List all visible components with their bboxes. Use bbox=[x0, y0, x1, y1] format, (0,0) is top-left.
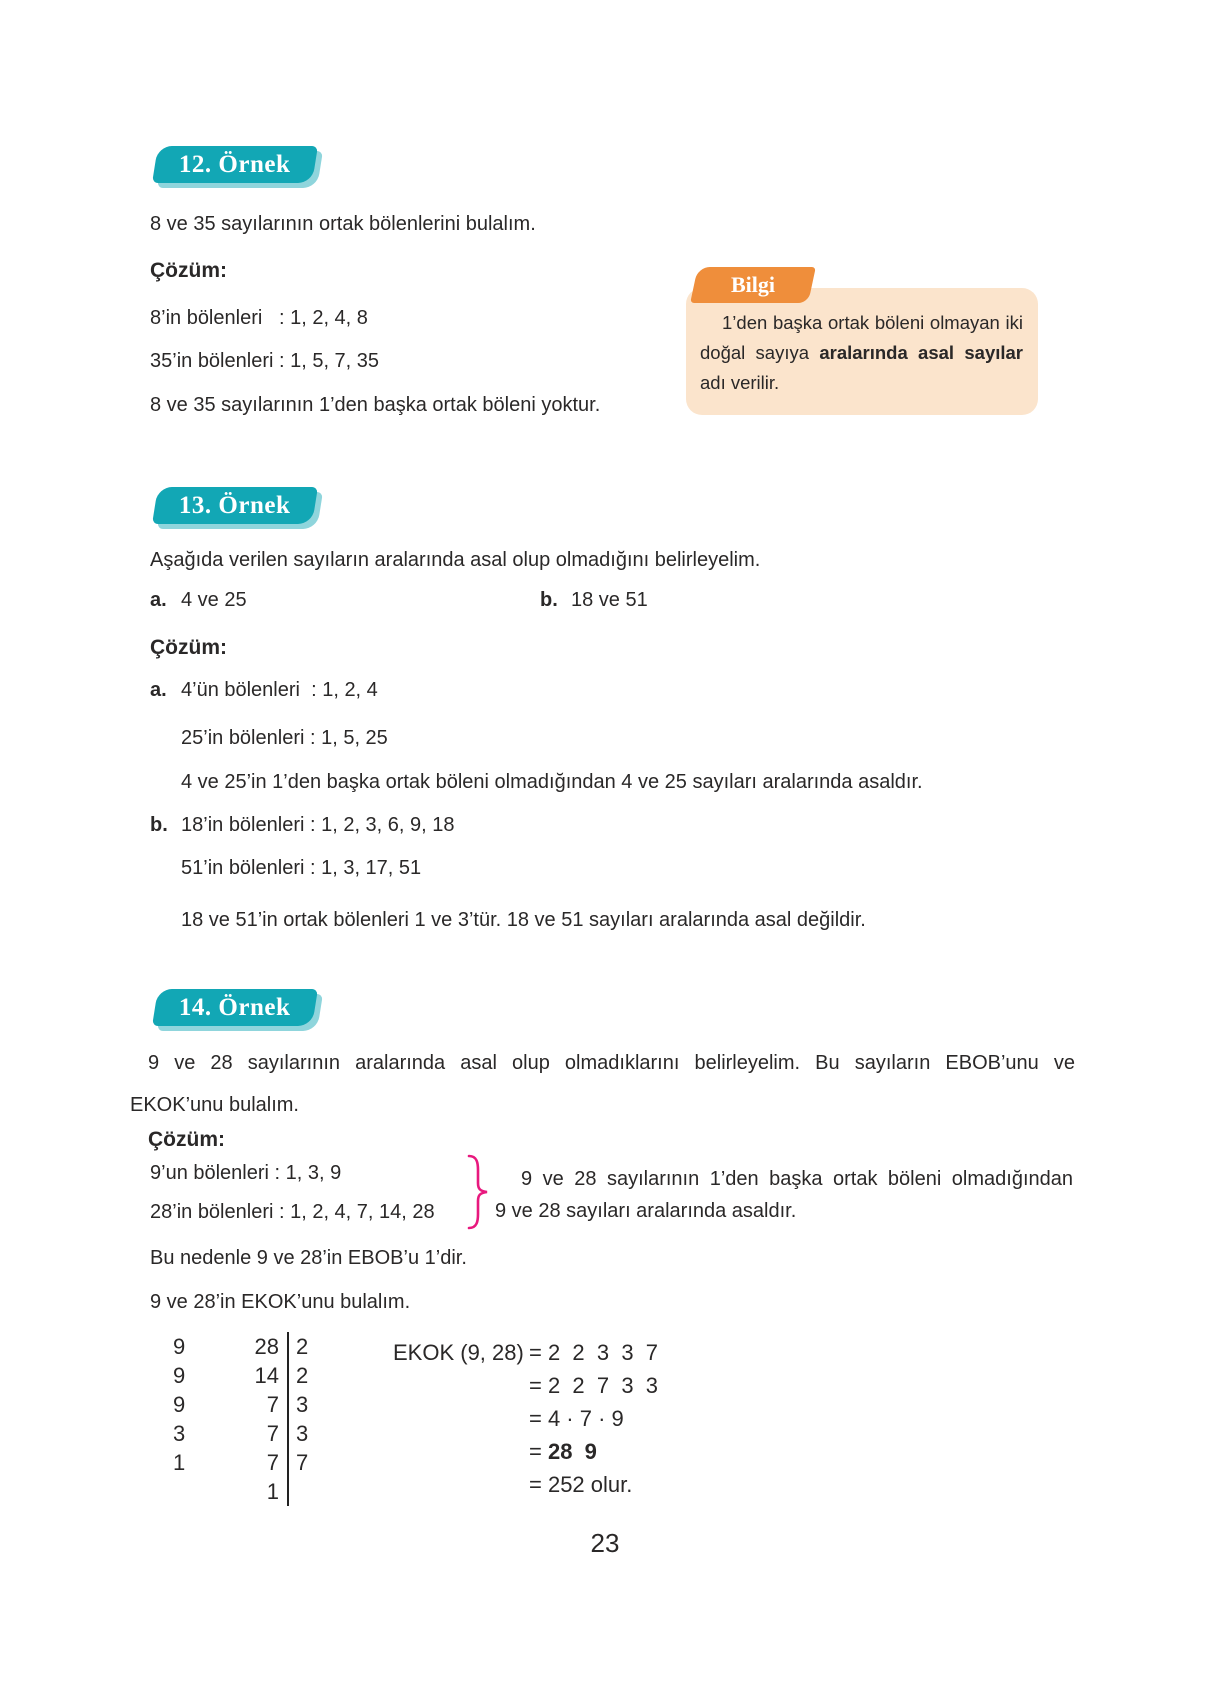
badge-face bbox=[152, 487, 318, 524]
calc-bold-result: 28 9 bbox=[547, 1439, 597, 1464]
calc-line-2: = 2 2 7 3 3 bbox=[529, 1373, 659, 1398]
table-row bbox=[173, 1332, 336, 1361]
ornek-12-divisors-35: 35’in bölenleri : 1, 5, 7, 35 bbox=[150, 350, 380, 372]
ornek-14-note-line1: 9 ve 28 sayılarının 1’den başka ortak böleni olmadığından bbox=[521, 1168, 1073, 1190]
ornek-13-b-divisors-18 bbox=[150, 813, 455, 837]
table-cell: 14 bbox=[254, 1363, 279, 1388]
ornek-13-badge bbox=[155, 487, 315, 524]
ornek-13-prompt: Aşağıda verilen sayıların aralarında asal olup olmadığını belirleyelim. bbox=[150, 549, 761, 571]
ornek-12-badge bbox=[155, 146, 315, 183]
ornek-13-a-conclusion: 4 ve 25’in 1’den başka ortak böleni olmadığından 4 ve 25 sayıları aralarında asaldır. bbox=[181, 771, 923, 793]
table-cell: 2 bbox=[287, 1361, 336, 1390]
table-cell bbox=[173, 1477, 237, 1506]
bilgi-body bbox=[686, 288, 1038, 415]
ornek-13-a-divisors-25: 25’in bölenleri : 1, 5, 25 bbox=[181, 727, 388, 749]
table-cell: 1 bbox=[173, 1450, 186, 1475]
calc-line-5: = 252 olur. bbox=[529, 1472, 633, 1497]
ornek-14-ebob-line: Bu nedenle 9 ve 28’in EBOB’u 1’dir. bbox=[150, 1247, 467, 1269]
table-cell: 7 bbox=[266, 1392, 279, 1417]
table-cell: 3 bbox=[287, 1390, 336, 1419]
ornek-14-cozum-label: Çözüm: bbox=[148, 1128, 225, 1151]
ornek-13-item-b bbox=[540, 588, 648, 612]
ornek-14-note bbox=[495, 1163, 1073, 1227]
bilgi-tab bbox=[690, 267, 816, 303]
bilgi-text-line1: 1’den başka ortak böleni olmayan iki bbox=[722, 312, 1023, 333]
ornek-12-conclusion: 8 ve 35 sayılarının 1’den başka ortak böleni yoktur. bbox=[150, 394, 601, 416]
ornek-12-cozum-label: Çözüm: bbox=[150, 259, 227, 282]
item-b-label: b. bbox=[540, 589, 558, 611]
item-b-text: 18 ve 51 bbox=[571, 589, 648, 611]
item-a-label: a. bbox=[150, 589, 167, 611]
badge-face bbox=[152, 989, 318, 1026]
table-cell: 1 bbox=[266, 1479, 279, 1504]
bilgi-text-line2 bbox=[700, 338, 1023, 368]
bilgi-text-normal: doğal sayıya bbox=[700, 342, 820, 363]
table-cell: 9 bbox=[173, 1392, 186, 1417]
ornek-13-cozum-label: Çözüm: bbox=[150, 636, 227, 659]
table-row bbox=[173, 1361, 336, 1390]
ornek-13-item-a bbox=[150, 588, 247, 612]
table-row bbox=[173, 1390, 336, 1419]
bilgi-text-bold: aralarında asal sayılar bbox=[819, 342, 1023, 363]
table-cell: 9 bbox=[173, 1334, 186, 1359]
ornek-13-a-divisors-4 bbox=[150, 678, 378, 702]
table-cell: 3 bbox=[173, 1421, 186, 1446]
bilgi-text-line3: adı verilir. bbox=[700, 372, 780, 393]
table-cell: 28 bbox=[254, 1334, 279, 1359]
bilgi-box bbox=[686, 267, 1038, 417]
ekok-division-table bbox=[173, 1332, 336, 1506]
table-cell: 9 bbox=[173, 1363, 186, 1388]
item-a-text: 4 ve 25 bbox=[181, 589, 247, 611]
calc-line-1 bbox=[393, 1336, 658, 1369]
ornek-13-b-divisors-51: 51’in bölenleri : 1, 3, 17, 51 bbox=[181, 857, 422, 879]
ornek-13-badge-label: 13. Örnek bbox=[179, 491, 291, 519]
calc-eq: = bbox=[529, 1439, 548, 1464]
solution-a-line1: 4’ün bölenleri : 1, 2, 4 bbox=[181, 679, 378, 701]
ornek-12-badge-label: 12. Örnek bbox=[179, 150, 291, 178]
ornek-14-prompt-line1: 9 ve 28 sayılarının aralarında asal olup olmadıklarını belirleyelim. Bu sayıların EBOB’unu ve bbox=[148, 1052, 1075, 1074]
table-cell bbox=[287, 1477, 336, 1506]
table-row bbox=[173, 1477, 336, 1506]
ornek-14-badge-label: 14. Örnek bbox=[179, 993, 291, 1021]
ekok-calculation bbox=[393, 1336, 658, 1501]
table-row bbox=[173, 1419, 336, 1448]
table-row bbox=[173, 1448, 336, 1477]
table-cell: 7 bbox=[266, 1421, 279, 1446]
calc-rhs: = 2 2 3 3 7 bbox=[529, 1340, 659, 1365]
ornek-14-divisors-9: 9’un bölenleri : 1, 3, 9 bbox=[150, 1162, 342, 1184]
bilgi-tab-label: Bilgi bbox=[730, 272, 775, 297]
solution-b-line1: 18’in bölenleri : 1, 2, 3, 6, 9, 18 bbox=[181, 814, 455, 836]
ornek-14-badge bbox=[155, 989, 315, 1026]
table-cell: 3 bbox=[287, 1419, 336, 1448]
brace-icon bbox=[466, 1154, 490, 1230]
calc-lhs: EKOK (9, 28) bbox=[393, 1340, 530, 1365]
calc-line-4 bbox=[393, 1435, 658, 1468]
solution-b-label: b. bbox=[150, 814, 168, 836]
ornek-13-b-conclusion: 18 ve 51’in ortak bölenleri 1 ve 3’tür. 18 ve 51 sayıları aralarında asal değildir. bbox=[181, 909, 866, 931]
ornek-14-divisors-28: 28’in bölenleri : 1, 2, 4, 7, 14, 28 bbox=[150, 1201, 435, 1223]
ornek-14-ekok-intro: 9 ve 28’in EKOK’unu bulalım. bbox=[150, 1291, 411, 1313]
ornek-14-prompt bbox=[130, 1042, 1075, 1126]
table-cell: 7 bbox=[287, 1448, 336, 1477]
table-cell: 2 bbox=[287, 1332, 336, 1361]
badge-face bbox=[152, 146, 318, 183]
ornek-12-prompt: 8 ve 35 sayılarının ortak bölenlerini bulalım. bbox=[150, 213, 536, 235]
ornek-14-prompt-line2: EKOK’unu bulalım. bbox=[130, 1094, 299, 1116]
ornek-12-divisors-8: 8’in bölenleri : 1, 2, 4, 8 bbox=[150, 307, 368, 329]
page-number: 23 bbox=[590, 1528, 620, 1558]
table-cell: 7 bbox=[266, 1450, 279, 1475]
ornek-14-note-line2: 9 ve 28 sayıları aralarında asaldır. bbox=[495, 1200, 797, 1222]
solution-a-label: a. bbox=[150, 679, 167, 701]
calc-line-3: = 4 · 7 · 9 bbox=[529, 1406, 624, 1431]
